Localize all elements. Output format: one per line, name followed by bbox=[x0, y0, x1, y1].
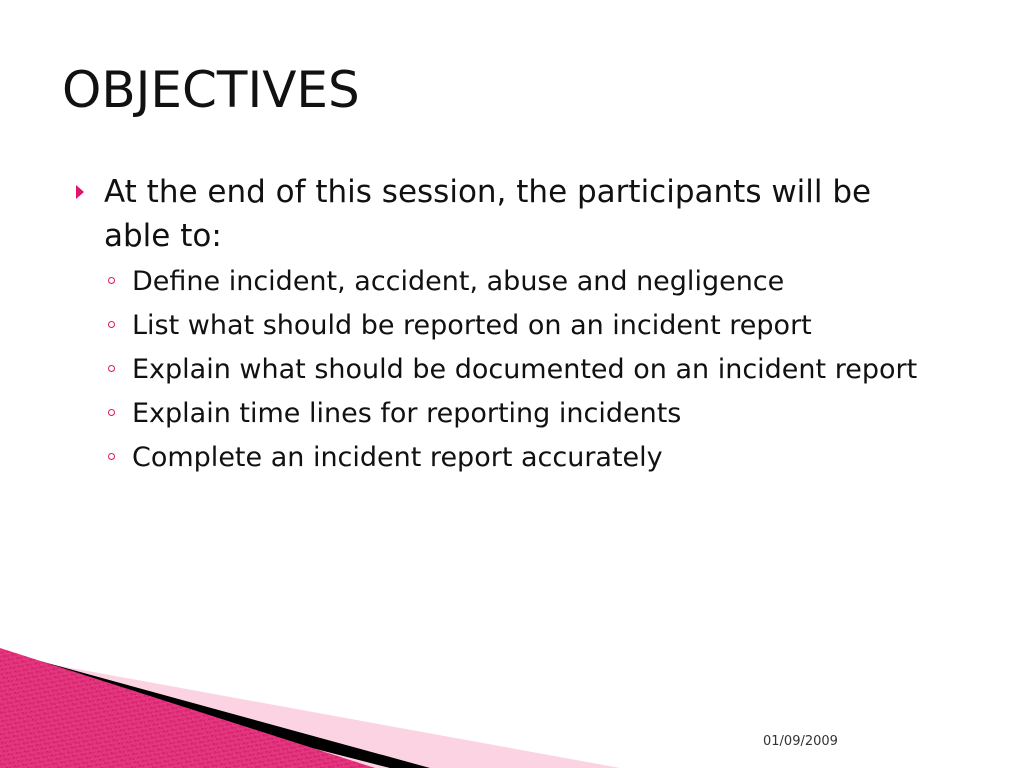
objective-text: Complete an incident report accurately bbox=[132, 442, 663, 473]
circle-bullet-icon bbox=[108, 365, 115, 372]
objective-text: Explain what should be documented on an incident report bbox=[132, 354, 918, 385]
circle-bullet-icon bbox=[108, 277, 115, 284]
objective-item bbox=[76, 394, 952, 433]
objective-item bbox=[76, 306, 952, 345]
circle-bullet-icon bbox=[108, 321, 115, 328]
slide-body bbox=[76, 170, 976, 482]
triangle-bullet-icon bbox=[76, 185, 84, 199]
objective-item bbox=[76, 438, 952, 477]
objective-text: Explain time lines for reporting incidents bbox=[132, 398, 682, 429]
slide-title: OBJECTIVES bbox=[62, 61, 360, 119]
intro-bullet bbox=[76, 170, 924, 258]
intro-text: At the end of this session, the participants will be able to: bbox=[104, 174, 872, 254]
circle-bullet-icon bbox=[108, 409, 115, 416]
circle-bullet-icon bbox=[108, 453, 115, 460]
objective-text: Define incident, accident, abuse and negligence bbox=[132, 266, 785, 297]
decor-pink-wedge bbox=[0, 648, 375, 768]
objectives-list bbox=[76, 262, 976, 477]
objective-item bbox=[76, 350, 952, 389]
objective-item bbox=[76, 262, 952, 301]
objective-text: List what should be reported on an incident report bbox=[132, 310, 812, 341]
slide-date: 01/09/2009 bbox=[763, 734, 838, 749]
